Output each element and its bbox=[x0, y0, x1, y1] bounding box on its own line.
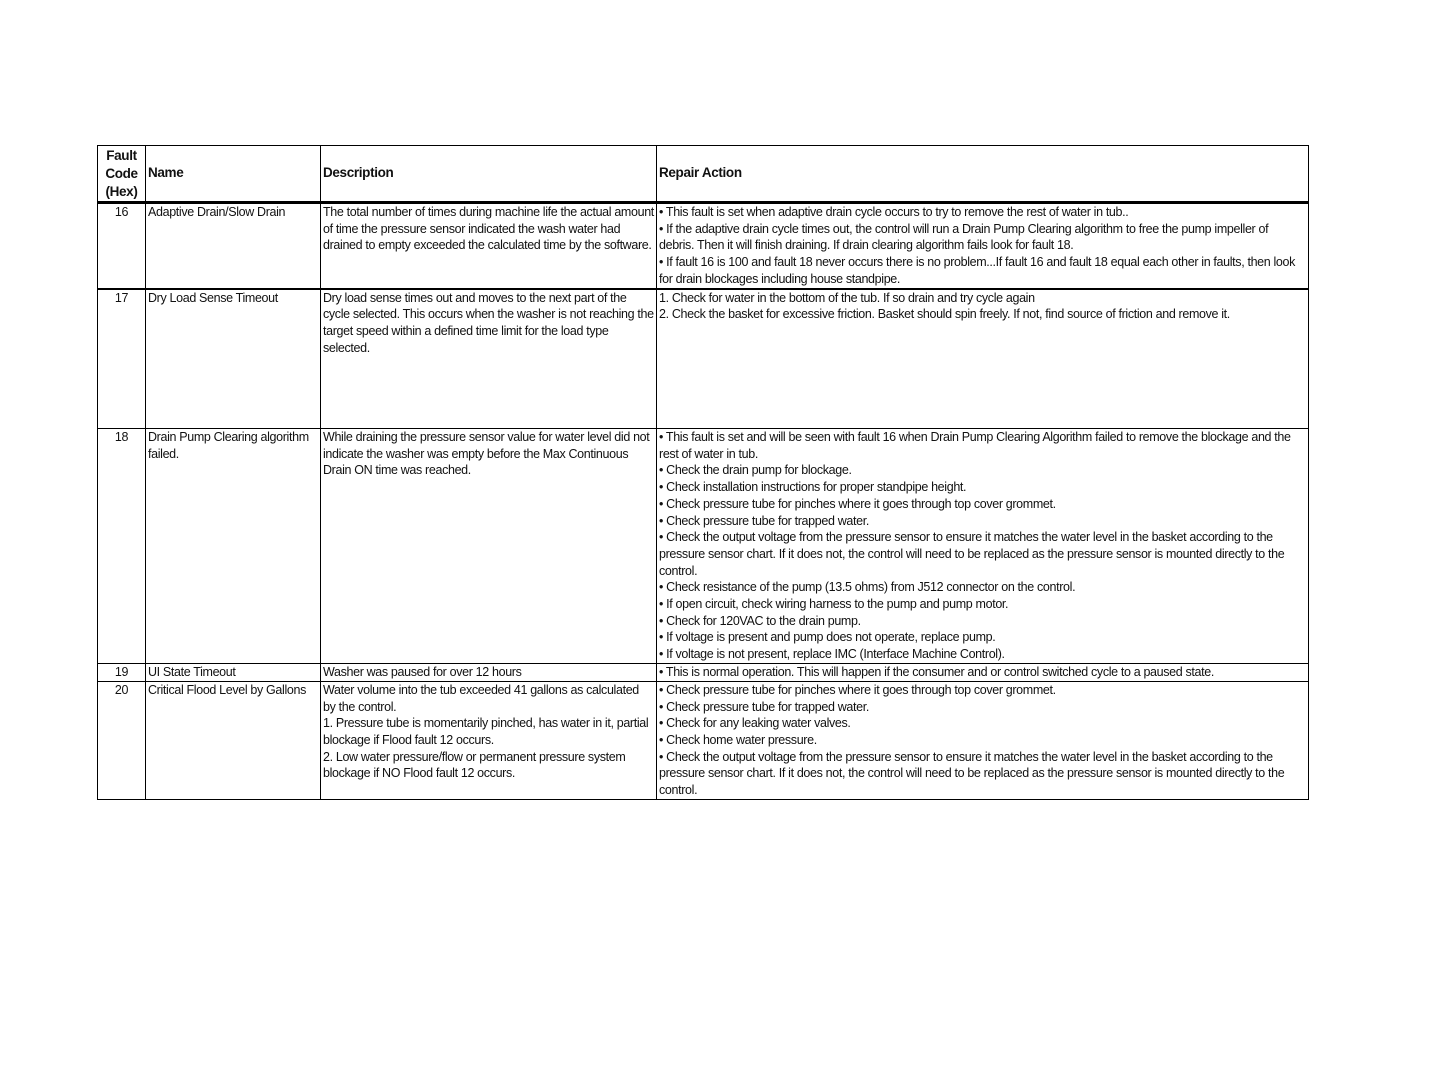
repair-step: • Check pressure tube for trapped water. bbox=[659, 513, 869, 528]
repair-step: • If open circuit, check wiring harness to the pump and pump motor. bbox=[659, 597, 1009, 612]
repair-step: • If voltage is not present, replace IMC (Interface Machine Control). bbox=[659, 647, 1005, 662]
fault-name-cell: Critical Flood Level by Gallons bbox=[146, 681, 321, 799]
fault-description-cell: Washer was paused for over 12 hours bbox=[321, 663, 657, 681]
table-row bbox=[98, 681, 1309, 799]
repair-action-cell bbox=[657, 289, 1309, 429]
repair-step: • Check for any leaking water valves. bbox=[659, 716, 851, 731]
repair-step: 2. Check the basket for excessive friction. Basket should spin freely. If not, find source of friction and remove it. bbox=[659, 307, 1230, 322]
fault-description-cell: The total number of times during machine life the actual amount of time the pressure sensor indicated the wash water had drained to empty exceeded the calculated time by the software. bbox=[321, 203, 657, 289]
repair-step: • Check for 120VAC to the drain pump. bbox=[659, 613, 861, 628]
fault-code-cell: 18 bbox=[98, 429, 146, 664]
repair-step: • This fault is set and will be seen with fault 16 when Drain Pump Clearing Algorithm failed to remove the blockage and the rest of water in tub. bbox=[659, 430, 1291, 461]
repair-step: • Check the output voltage from the pressure sensor to ensure it matches the water level in the basket according to the pressure sensor chart. If it does not, the control will need to be replaced as the pressure sensor is mounted directly to the control. bbox=[659, 749, 1285, 798]
repair-step: • If fault 16 is 100 and fault 18 never occurs there is no problem...If fault 16 and fault 18 equal each other in faults, then look for drain blockages including house standpipe. bbox=[659, 255, 1296, 286]
repair-step: • Check pressure tube for trapped water. bbox=[659, 699, 869, 714]
repair-action-cell bbox=[657, 429, 1309, 664]
repair-step: • Check resistance of the pump (13.5 ohms) from J512 connector on the control. bbox=[659, 580, 1076, 595]
header-repair-action: Repair Action bbox=[657, 146, 1309, 203]
fault-name-cell: Dry Load Sense Timeout bbox=[146, 289, 321, 429]
header-name: Name bbox=[146, 146, 321, 203]
fault-description-cell: While draining the pressure sensor value for water level did not indicate the washer was empty before the Max Continuous Drain ON time was reached. bbox=[321, 429, 657, 664]
fault-code-cell: 20 bbox=[98, 681, 146, 799]
repair-step: • Check pressure tube for pinches where it goes through top cover grommet. bbox=[659, 682, 1056, 697]
header-fault-code-line: (Hex) bbox=[105, 183, 138, 199]
fault-name-cell: UI State Timeout bbox=[146, 663, 321, 681]
table-row bbox=[98, 663, 1309, 681]
repair-step: • Check the output voltage from the pressure sensor to ensure it matches the water level in the basket according to the pressure sensor chart. If it does not, the control will need to be replaced as the pressure sensor is mounted directly to the control. bbox=[659, 530, 1285, 578]
repair-step: • Check pressure tube for pinches where it goes through top cover grommet. bbox=[659, 496, 1056, 511]
repair-step: • Check installation instructions for proper standpipe height. bbox=[659, 480, 967, 495]
header-fault-code bbox=[98, 146, 146, 203]
repair-step: 1. Check for water in the bottom of the tub. If so drain and try cycle again bbox=[659, 290, 1035, 305]
description-line: Water volume into the tub exceeded 41 gallons as calculated by the control. bbox=[323, 682, 639, 714]
repair-action-cell bbox=[657, 681, 1309, 799]
table-row bbox=[98, 289, 1309, 429]
fault-code-cell: 16 bbox=[98, 203, 146, 289]
fault-code-table bbox=[97, 145, 1309, 800]
header-fault-code-line: Fault bbox=[106, 147, 137, 163]
fault-description-cell: Dry load sense times out and moves to the next part of the cycle selected. This occurs when the washer is not reaching the target speed within a defined time limit for the load type selected. bbox=[321, 289, 657, 429]
fault-name-cell: Drain Pump Clearing algorithm failed. bbox=[146, 429, 321, 664]
description-line: 1. Pressure tube is momentarily pinched, has water in it, partial blockage if Flood fault 12 occurs. bbox=[323, 716, 649, 747]
header-fault-code-line: Code bbox=[105, 165, 138, 181]
repair-step: • Check the drain pump for blockage. bbox=[659, 463, 852, 478]
repair-step: • If the adaptive drain cycle times out, the control will run a Drain Pump Clearing algorithm to free the pump impeller of debris. Then it will finish draining. If drain clearing algorithm fails look for fault 18. bbox=[659, 221, 1269, 253]
repair-step: • This fault is set when adaptive drain cycle occurs to try to remove the rest of water in tub.. bbox=[659, 205, 1129, 219]
repair-step: • Check home water pressure. bbox=[659, 732, 817, 747]
table-row bbox=[98, 429, 1309, 664]
description-line: 2. Low water pressure/flow or permanent pressure system blockage if NO Flood fault 12 occurs. bbox=[323, 749, 626, 781]
fault-code-cell: 19 bbox=[98, 663, 146, 681]
repair-action-cell bbox=[657, 663, 1309, 681]
header-description: Description bbox=[321, 146, 657, 203]
repair-action-cell bbox=[657, 203, 1309, 289]
repair-step: • This is normal operation. This will happen if the consumer and or control switched cycle to a paused state. bbox=[659, 664, 1214, 679]
repair-step: • If voltage is present and pump does not operate, replace pump. bbox=[659, 630, 996, 645]
fault-description-cell bbox=[321, 681, 657, 799]
table-header-row bbox=[98, 146, 1309, 203]
fault-name-cell: Adaptive Drain/Slow Drain bbox=[146, 203, 321, 289]
table-row bbox=[98, 203, 1309, 289]
fault-code-cell: 17 bbox=[98, 289, 146, 429]
